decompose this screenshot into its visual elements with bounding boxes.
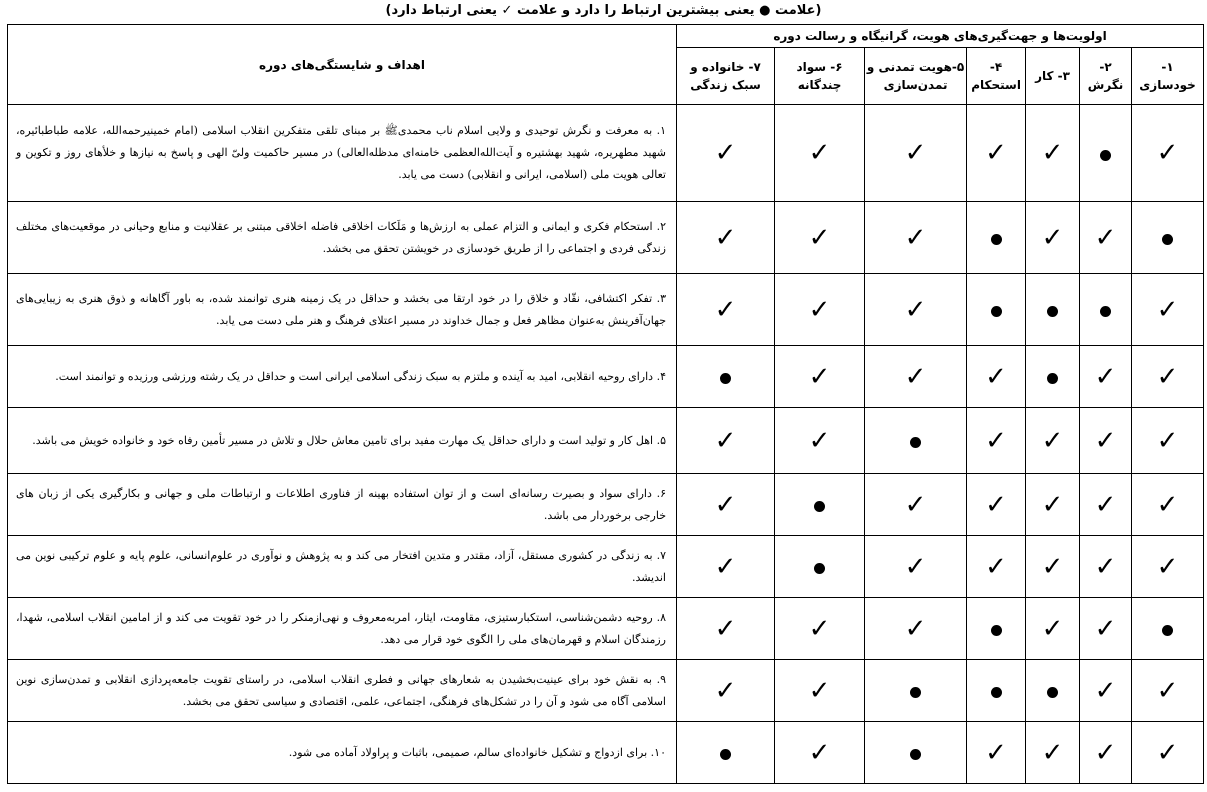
relation-cell (1080, 105, 1132, 202)
table-row (8, 536, 1204, 598)
relation-cell (967, 408, 1026, 474)
check-icon: ✓ (1094, 425, 1117, 456)
relation-cell (1132, 105, 1204, 202)
relation-cell (677, 536, 775, 598)
check-icon: ✓ (1156, 489, 1179, 520)
relation-cell (865, 408, 967, 474)
relation-cell (1026, 202, 1080, 274)
relation-cell (775, 660, 865, 722)
priority-column-header: ۳- کار (1026, 48, 1080, 105)
relation-cell (1080, 474, 1132, 536)
check-icon: ✓ (1041, 489, 1064, 520)
relation-cell (1080, 722, 1132, 784)
check-icon: ✓ (714, 675, 737, 706)
check-icon: ✓ (714, 294, 737, 325)
check-icon: ✓ (1156, 551, 1179, 582)
relation-cell (967, 346, 1026, 408)
goal-text: ۲. استحکام فکری و ایمانی و التزام عملی به ارزش‌ها و مَلَکات اخلاقی فاضله اخلاقی مبتنی بر عقلانیت و منابع وحیانی در موقعیت‌های مختلف زندگی فردی و اجتماعی را از طریق خودسازی در خویشتن تحقق می بخشد. (8, 202, 677, 274)
check-icon: ✓ (714, 489, 737, 520)
relation-cell (775, 202, 865, 274)
check-icon: ✓ (808, 425, 831, 456)
relation-cell (677, 660, 775, 722)
check-icon: ✓ (904, 613, 927, 644)
relation-cell (1026, 598, 1080, 660)
table-row (8, 474, 1204, 536)
table-row (8, 346, 1204, 408)
check-icon: ✓ (808, 222, 831, 253)
relation-cell (677, 722, 775, 784)
relation-cell (1026, 408, 1080, 474)
check-icon: ✓ (985, 737, 1007, 768)
goal-text: ۱. به معرفت و نگرش توحیدی و ولایی اسلام ناب محمدیﷺ بر مبنای تلقی متفکرین انقلاب اسلامی (امام خمینیرحمه‌الله، علامه طباطبائیره، شهید مطهریره، شهید بهشتیره و آیت‌الله‌العظمی خامنه‌ای مدظله‌العالی) در مسیر حاکمیت ولیّ الهی و پاسخ به نیازها و خلأهای روز و تکوین و تعالی هویت ملی (اسلامی، ایرانی و انقلابی) دست می یابد. (8, 105, 677, 202)
relation-cell (967, 474, 1026, 536)
table-row (8, 722, 1204, 784)
priority-column-header: ۵-هویت تمدنی و تمدن‌سازی (865, 48, 967, 105)
check-icon: ✓ (1156, 737, 1179, 768)
dot-icon (1047, 687, 1058, 698)
relation-cell (677, 105, 775, 202)
dot-icon (991, 306, 1002, 317)
check-icon: ✓ (808, 294, 831, 325)
relation-cell (775, 105, 865, 202)
relation-cell (1132, 408, 1204, 474)
dot-icon (910, 687, 921, 698)
check-icon: ✓ (1156, 138, 1179, 168)
relation-cell (1080, 346, 1132, 408)
dot-icon (1100, 306, 1111, 317)
relation-cell (1132, 536, 1204, 598)
relation-cell (1132, 598, 1204, 660)
goal-text: ۶. دارای سواد و بصیرت رسانه‌ای است و از توان استفاده بهینه از فناوری اطلاعات و ارتباطات ملی و جهانی و بکارگیری یکی از زبان های خارجی برخوردار می باشد. (8, 474, 677, 536)
relation-cell (775, 474, 865, 536)
relation-cell (1080, 660, 1132, 722)
check-icon: ✓ (808, 613, 831, 644)
relation-cell (865, 722, 967, 784)
relation-cell (865, 274, 967, 346)
goals-priorities-table (7, 24, 1204, 784)
check-icon: ✓ (714, 613, 737, 644)
check-icon: ✓ (1094, 737, 1117, 768)
check-icon: ✓ (1041, 425, 1064, 456)
relation-cell (865, 474, 967, 536)
dot-icon (910, 749, 921, 760)
relation-cell (1080, 536, 1132, 598)
relation-cell (865, 202, 967, 274)
dot-icon (1047, 306, 1058, 317)
check-icon: ✓ (714, 425, 737, 456)
goal-text: ۴. دارای روحیه انقلابی، امید به آینده و ملتزم به سبک زندگی اسلامی ایرانی است و حداقل در یک رشته ورزشی ورزیده و توانمند است. (8, 346, 677, 408)
relation-cell (775, 722, 865, 784)
check-icon: ✓ (904, 551, 927, 582)
relation-cell (865, 105, 967, 202)
relation-cell (1026, 660, 1080, 722)
dot-icon (991, 234, 1002, 245)
relation-cell (1080, 274, 1132, 346)
relation-cell (865, 598, 967, 660)
check-icon: ✓ (1094, 551, 1117, 582)
goal-text: ۳. تفکر اکتشافی، نقّاد و خلاق را در خود ارتقا می بخشد و حداقل در یک زمینه هنری توانمند شده، به باور آگاهانه و ذوق هنری به زیبایی‌های جهان‌آفرینش به‌عنوان مظاهر فعل و جمال خداوند در مسیر اعتلای فرهنگ و هنر ملی دست می یابد. (8, 274, 677, 346)
check-icon: ✓ (1156, 361, 1179, 392)
check-icon: ✓ (1094, 613, 1117, 644)
goal-text: ۷. به زندگی در کشوری مستقل، آزاد، مقتدر و متدین افتخار می کند و به پژوهش و نوآوری در علوم‌انسانی، علوم پایه و علوم ترکیبی نوین می اندیشد. (8, 536, 677, 598)
dot-icon (720, 373, 731, 384)
check-icon: ✓ (904, 294, 927, 325)
table-row (8, 408, 1204, 474)
check-icon: ✓ (714, 551, 737, 582)
check-icon: ✓ (1041, 613, 1064, 644)
check-icon: ✓ (1156, 675, 1179, 706)
relation-cell (1026, 105, 1080, 202)
dot-icon (991, 687, 1002, 698)
check-icon: ✓ (1094, 675, 1117, 706)
goals-column-header: اهداف و شایستگی‌های دوره (8, 25, 677, 105)
table-row (8, 660, 1204, 722)
relation-cell (967, 660, 1026, 722)
table-row (8, 202, 1204, 274)
relation-cell (865, 536, 967, 598)
relation-cell (677, 598, 775, 660)
check-icon: ✓ (808, 361, 831, 392)
check-icon: ✓ (985, 425, 1007, 456)
relation-cell (1026, 722, 1080, 784)
check-icon: ✓ (1156, 294, 1179, 325)
check-icon: ✓ (1041, 551, 1064, 582)
relation-cell (677, 408, 775, 474)
relation-cell (967, 274, 1026, 346)
check-icon: ✓ (1094, 222, 1117, 253)
dot-icon (991, 625, 1002, 636)
check-icon: ✓ (985, 489, 1007, 520)
relation-cell (967, 598, 1026, 660)
table-row (8, 598, 1204, 660)
relation-cell (677, 274, 775, 346)
relation-cell (1132, 474, 1204, 536)
check-icon: ✓ (904, 222, 927, 253)
relation-cell (1026, 474, 1080, 536)
relation-cell (775, 346, 865, 408)
relation-cell (967, 105, 1026, 202)
dot-icon (1162, 234, 1173, 245)
check-icon: ✓ (985, 551, 1007, 582)
relation-cell (1026, 536, 1080, 598)
check-icon: ✓ (808, 138, 831, 168)
check-icon: ✓ (714, 222, 737, 253)
check-icon: ✓ (904, 489, 927, 520)
check-icon: ✓ (714, 138, 737, 168)
relation-cell (775, 408, 865, 474)
priority-column-header: ۱- خودسازی (1132, 48, 1204, 105)
check-icon: ✓ (985, 361, 1007, 392)
relation-cell (1132, 722, 1204, 784)
check-icon: ✓ (1041, 138, 1064, 168)
dot-icon (910, 437, 921, 448)
priority-column-header: ۷- خانواده و سبک زندگی (677, 48, 775, 105)
check-icon: ✓ (985, 138, 1007, 168)
dot-icon (814, 563, 825, 574)
check-icon: ✓ (1041, 222, 1064, 253)
relation-cell (1026, 274, 1080, 346)
priorities-group-header: اولویت‌ها و جهت‌گیری‌های هویت، گرانیگاه و رسالت دوره (677, 25, 1204, 48)
check-icon: ✓ (808, 737, 831, 768)
check-icon: ✓ (808, 675, 831, 706)
goal-text: ۱۰. برای ازدواج و تشکیل خانواده‌ای سالم، صمیمی، باثبات و پراولاد آماده می شود. (8, 722, 677, 784)
relation-cell (775, 274, 865, 346)
check-icon: ✓ (1156, 425, 1179, 456)
priority-column-header: ۶- سواد چندگانه (775, 48, 865, 105)
relation-cell (1132, 660, 1204, 722)
goal-text: ۸. روحیه دشمن‌شناسی، استکبارستیزی، مقاومت، ایثار، امربه‌معروف و نهی‌ازمنکر را در خود تقویت می کند و از امامین انقلاب اسلامی، شهدا، رزمندگان اسلام و قهرمان‌های ملی را الگوی خود قرار می دهد. (8, 598, 677, 660)
relation-cell (677, 346, 775, 408)
relation-cell (677, 474, 775, 536)
relation-cell (865, 660, 967, 722)
legend-caption: (علامت ● یعنی بیشترین ارتباط را دارد و علامت ✓ یعنی ارتباط دارد) (385, 3, 822, 18)
check-icon: ✓ (1041, 737, 1064, 768)
relation-cell (677, 202, 775, 274)
table-row (8, 105, 1204, 202)
priority-column-header: ۴- استحکام (967, 48, 1026, 105)
dot-icon (1162, 625, 1173, 636)
relation-cell (1132, 202, 1204, 274)
check-icon: ✓ (1094, 489, 1117, 520)
table-row (8, 274, 1204, 346)
relation-cell (967, 722, 1026, 784)
dot-icon (1047, 373, 1058, 384)
relation-cell (1080, 408, 1132, 474)
relation-cell (967, 536, 1026, 598)
dot-icon (1100, 150, 1111, 161)
dot-icon (814, 501, 825, 512)
relation-cell (1026, 346, 1080, 408)
check-icon: ✓ (904, 138, 927, 168)
priority-column-header: ۲- نگرش (1080, 48, 1132, 105)
relation-cell (1132, 274, 1204, 346)
goal-text: ۵. اهل کار و تولید است و دارای حداقل یک مهارت مفید برای تامین معاش حلال و تلاش در مسیر تأمین رفاه خود و خانواده خویش می باشد. (8, 408, 677, 474)
relation-cell (775, 536, 865, 598)
relation-cell (1080, 598, 1132, 660)
relation-cell (865, 346, 967, 408)
relation-cell (1080, 202, 1132, 274)
check-icon: ✓ (904, 361, 927, 392)
relation-cell (967, 202, 1026, 274)
relation-cell (775, 598, 865, 660)
check-icon: ✓ (1094, 361, 1117, 392)
dot-icon (720, 749, 731, 760)
relation-cell (1132, 346, 1204, 408)
goal-text: ۹. به نقش خود برای عینیت‌بخشیدن به شعارهای جهانی و فطری انقلاب اسلامی، در راستای تقویت جامعه‌پردازی انقلابی و تمدن‌سازی نوین اسلامی آگاه می شود و آن را در تشکل‌های فرهنگی، اجتماعی، علمی، اقتصادی و سیاسی تحقق می بخشد. (8, 660, 677, 722)
